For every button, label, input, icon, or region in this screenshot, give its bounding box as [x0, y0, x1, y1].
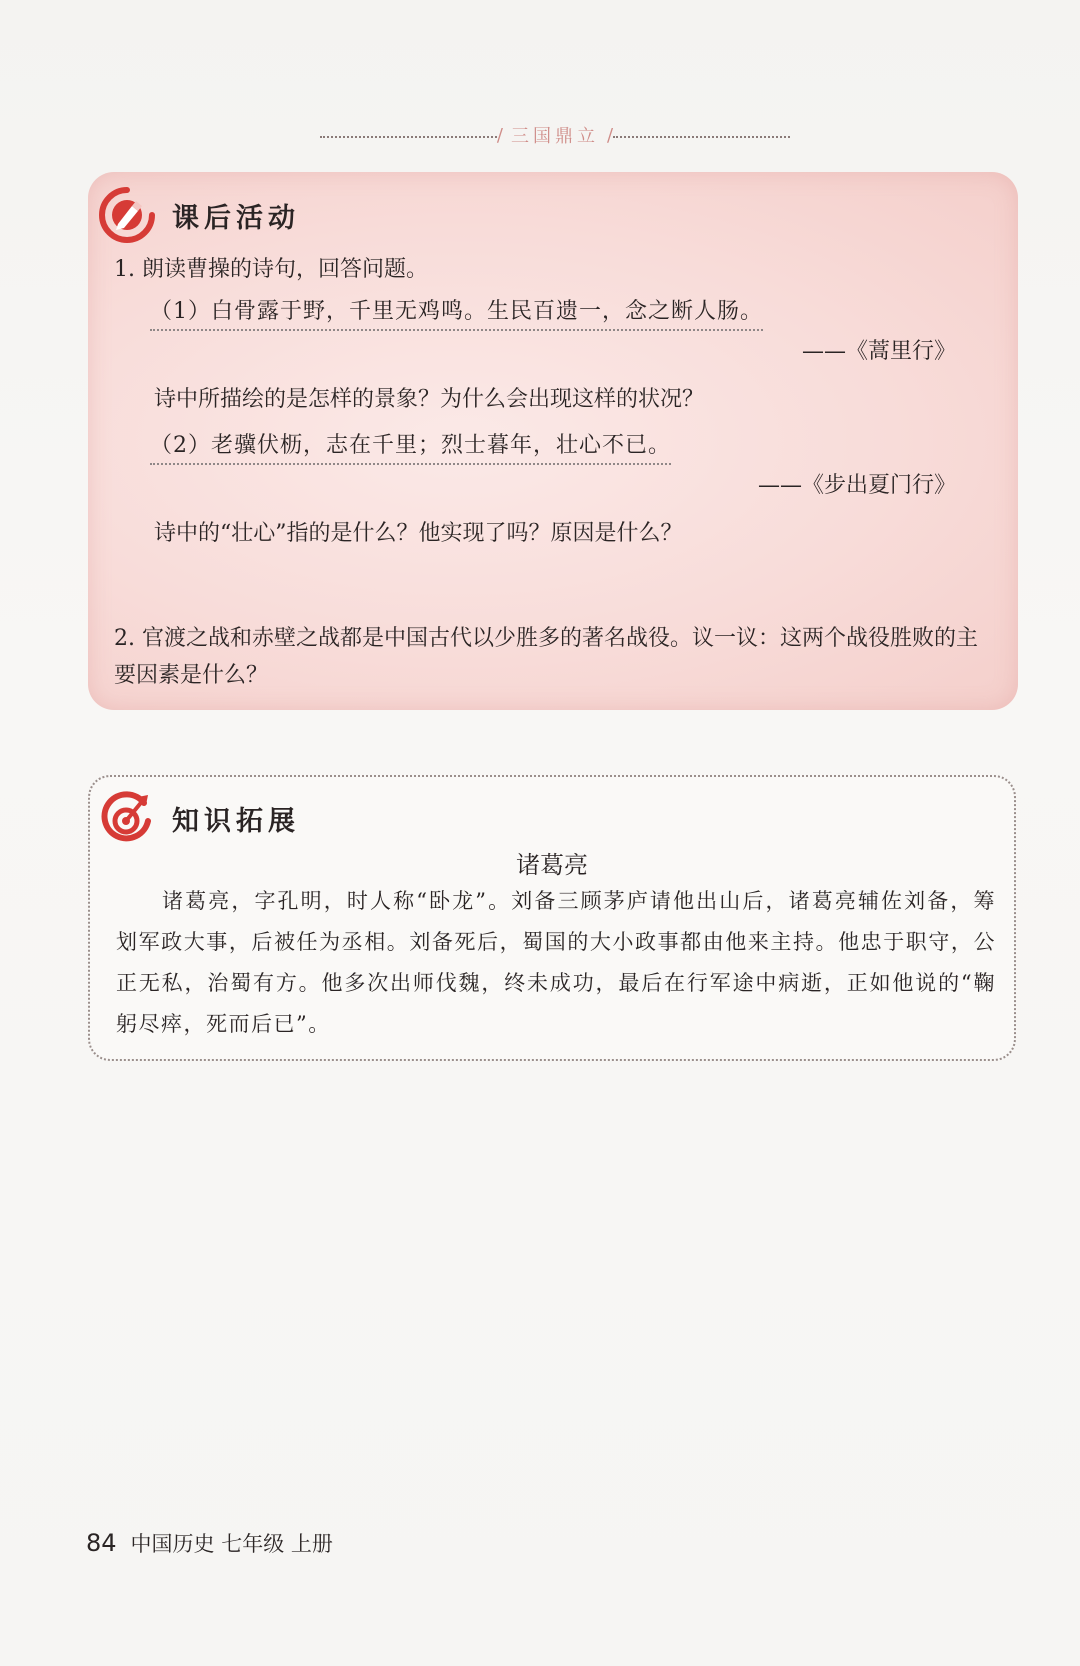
page-number: 84: [86, 1529, 117, 1557]
knowledge-extension-box: [88, 775, 1016, 1061]
knowledge-target-arrow-icon: [98, 789, 156, 847]
poem-2-text: （2）老骥伏枥，志在千里；烈士暮年，壮心不已。: [150, 428, 671, 465]
knowledge-body-text: 诸葛亮，字孔明，时人称“卧龙”。刘备三顾茅庐请他出山后，诸葛亮辅佐刘备，筹划军政大事，后被任为丞相。刘备死后，蜀国的大小政事都由他来主持。他忠于职守，公正无私，治蜀有方。他多次出师伐魏，终未成功，最后在行军途中病逝，正如他说的“鞠躬尽瘁，死而后已”。: [116, 889, 996, 1036]
header-dots-right: [613, 136, 790, 138]
header-dots-left: [320, 136, 497, 138]
after-class-activities-box: [88, 172, 1018, 710]
chapter-title: 三国鼎立: [511, 126, 599, 147]
poem-1-question: 诗中所描绘的是怎样的景象？为什么会出现这样的状况？: [154, 387, 705, 412]
running-header: [320, 122, 790, 148]
page-footer: [86, 1528, 333, 1558]
activity-pencil-icon: [98, 186, 156, 244]
knowledge-title: 知识拓展: [172, 805, 300, 837]
activities-header: [98, 186, 300, 244]
question-1-intro: 1. 朗读曹操的诗句，回答问题。: [114, 257, 428, 282]
knowledge-heading: 诸葛亮: [516, 851, 588, 879]
header-slash-right: /: [607, 124, 614, 146]
header-slash-left: /: [496, 124, 503, 146]
activities-title: 课后活动: [172, 202, 300, 234]
knowledge-header: [98, 789, 300, 847]
question-2: 2. 官渡之战和赤壁之战都是中国古代以少胜多的著名战役。议一议：这两个战役胜败的主要因素是什么？: [114, 626, 978, 688]
poem-2-question: 诗中的“壮心”指的是什么？他实现了吗？原因是什么？: [154, 521, 683, 546]
book-title: 中国历史 七年级 上册: [130, 1532, 333, 1556]
poem-2-source: ——《步出夏门行》: [757, 473, 956, 498]
poem-1-text: （1）白骨露于野，千里无鸡鸣。生民百遗一，念之断人肠。: [150, 294, 763, 331]
poem-1-source: ——《蒿里行》: [801, 339, 956, 364]
